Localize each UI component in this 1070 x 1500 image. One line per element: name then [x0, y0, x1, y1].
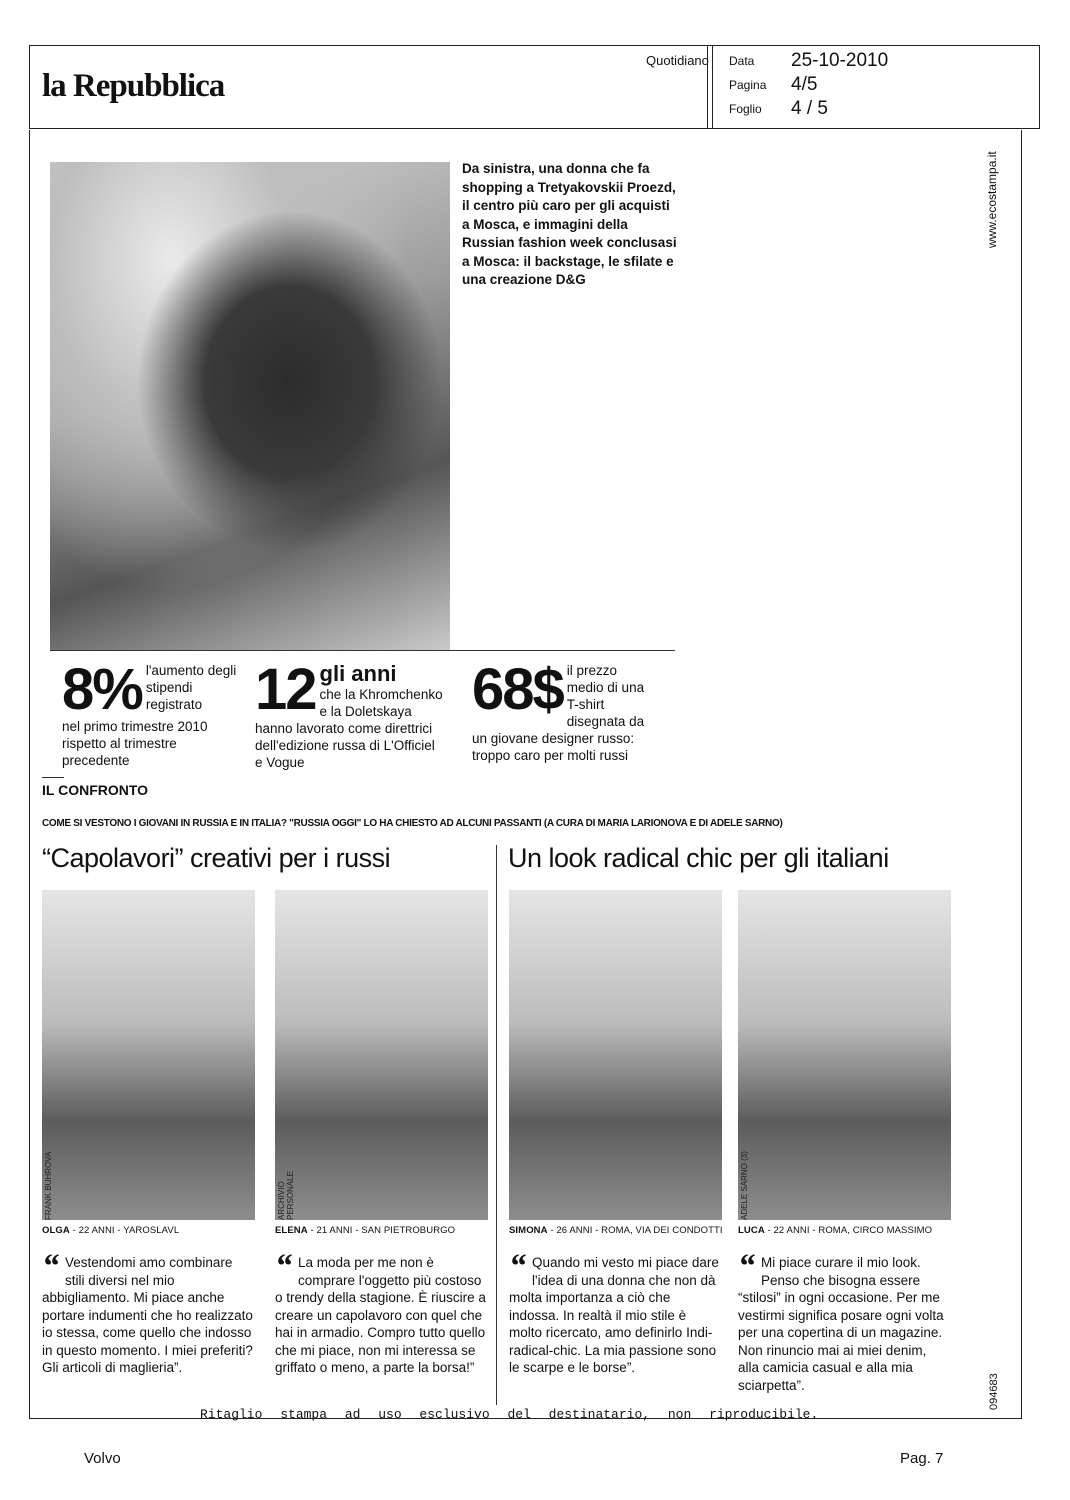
- stat-2-lead: gli anni: [319, 661, 397, 686]
- olga-quote-text: Vestendomi amo combinare stili diversi nel mio abbigliamento. Mi piace anche portare indumenti che ho realizzato io stessa, come quello che indosso in questo momento. I miei preferiti? Gli articoli di maglieria”.: [42, 1255, 253, 1375]
- luca-photo: [738, 890, 951, 1220]
- quote-mark-icon: “: [509, 1248, 526, 1285]
- document-header: [29, 45, 1040, 129]
- quote-mark-icon: “: [275, 1248, 292, 1285]
- olga-name: OLGA: [42, 1225, 70, 1236]
- side-url: www.ecostampa.it: [985, 151, 999, 249]
- quote-mark-icon: “: [42, 1248, 59, 1285]
- page-label: Pagina: [729, 78, 767, 92]
- left-heading: “Capolavori” creativi per i russi: [42, 843, 391, 873]
- elena-name: ELENA: [275, 1225, 308, 1236]
- olga-credit: FRANK BUHROVA: [44, 1151, 53, 1220]
- stats-rule: [50, 650, 675, 651]
- sheet-label: Foglio: [729, 102, 762, 116]
- newspaper-logo: la Repubblica: [42, 68, 225, 104]
- simona-photo: [509, 890, 722, 1220]
- stat-1: [62, 657, 242, 769]
- olga-info: - 22 ANNI - YAROSLAVL: [69, 1225, 180, 1236]
- copyright-note: Ritaglio stampa ad uso esclusivo del destinatario, non riproducibile.: [200, 1407, 819, 1422]
- elena-caption: [275, 1225, 455, 1236]
- elena-quote: [275, 1248, 488, 1377]
- simona-caption: [509, 1225, 723, 1236]
- olga-quote: [42, 1248, 255, 1377]
- client-name: Volvo: [84, 1450, 121, 1467]
- stat-1-number: 8%: [62, 657, 142, 722]
- elena-credit: ARCHIVIO PERSONALE: [277, 1171, 295, 1220]
- section-tick: [42, 777, 64, 778]
- section-title: IL CONFRONTO: [42, 782, 149, 798]
- date-label: Data: [729, 54, 755, 68]
- stat-3-number: 68$: [472, 657, 563, 722]
- page-number: Pag. 7: [900, 1450, 944, 1467]
- simona-quote: [509, 1248, 722, 1377]
- page-value: 4/5: [791, 74, 818, 95]
- luca-name: LUCA: [738, 1225, 765, 1236]
- stat-3: [472, 657, 657, 764]
- simona-info: - 26 ANNI - ROMA, VIA DEI CONDOTTI: [547, 1225, 723, 1236]
- luca-quote-text: Mi piace curare il mio look. Penso che bisogna essere “stilosi” in ogni occasione. Per me vestirmi significa posare ogni volta per una copertina di un magazine. Non rinuncio mai ai miei denim, alla camicia casual e alla mia sciarpetta”.: [738, 1255, 944, 1393]
- stat-2-text: che la Khromchenko e la Doletskaya hanno lavorato come direttrici dell'edizione russa di L'Officiel e Vogue: [255, 687, 443, 770]
- date-value: 25-10-2010: [791, 50, 889, 71]
- frequency-label: Quotidiano: [646, 53, 709, 68]
- stat-1-lead: l'aumento degli stipendi registrato: [145, 663, 237, 712]
- olga-photo: [42, 890, 255, 1220]
- elena-info: - 21 ANNI - SAN PIETROBURGO: [307, 1225, 456, 1236]
- luca-info: - 22 ANNI - ROMA, CIRCO MASSIMO: [764, 1225, 933, 1236]
- olga-caption: [42, 1225, 179, 1236]
- simona-quote-text: Quando mi vesto mi piace dare l'idea di una donna che non dà molta importanza a ciò che indossa. In realtà il mio stile è molto ricercato, amo definirlo Indi-radical-chic. La mia passione sono le scarpe e le borse”.: [509, 1255, 719, 1375]
- right-heading: Un look radical chic per gli italiani: [508, 843, 889, 873]
- side-code: 094683: [988, 1373, 1000, 1410]
- quote-mark-icon: “: [738, 1248, 755, 1285]
- stat-1-text: nel primo trimestre 2010 rispetto al trimestre precedente: [62, 719, 208, 768]
- stat-2: [255, 657, 445, 771]
- photo-caption: Da sinistra, una donna che fa shopping a Tretyakovskii Proezd, il centro più caro per gli acquisti a Mosca, e immagini della Russian fashion week conclusasi a Mosca: il backstage, le sfilate e una creazione D&G: [462, 161, 677, 287]
- header-divider: [707, 46, 713, 128]
- elena-quote-text: La moda per me non è comprare l'oggetto più costoso o trendy della stagione. È riuscire a creare un capolavoro con quel che hai in armadio. Compro tutto quello che mi piace, non mi interessa se griffato o meno, a parte la borsa!”: [275, 1255, 486, 1375]
- luca-credit: ADELE SARNO (3): [740, 1151, 749, 1220]
- stat-2-number: 12: [255, 657, 316, 722]
- luca-quote: [738, 1248, 951, 1394]
- sheet-value: 4 / 5: [791, 98, 828, 119]
- column-separator: [496, 845, 497, 1405]
- stat-3-lead: il prezzo medio di una T-shirt disegnata da un giovane designer russo: troppo caro per molti russi: [472, 663, 645, 763]
- section-kicker: COME SI VESTONO I GIOVANI IN RUSSIA E IN ITALIA? "RUSSIA OGGI" LO HA CHIESTO AD ALCUNI PASSANTI (A CURA DI MARIA LARIONOVA E DI ADELE SARNO): [42, 818, 783, 829]
- fashion-photo: [50, 162, 450, 650]
- simona-name: SIMONA: [509, 1225, 548, 1236]
- elena-photo: [275, 890, 488, 1220]
- luca-caption: [738, 1225, 932, 1236]
